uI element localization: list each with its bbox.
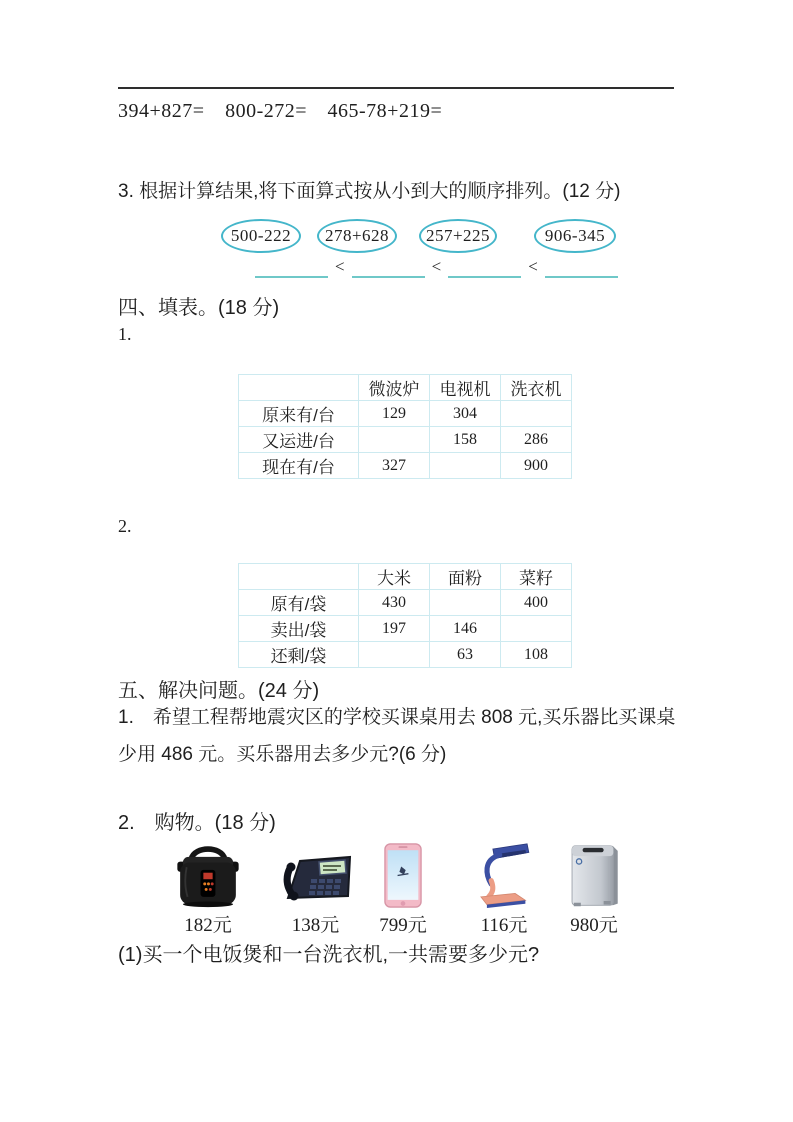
column-header: 微波炉 [359, 375, 430, 401]
calc-expressions-row [118, 100, 457, 123]
table-row [239, 401, 572, 427]
word-problem-2-part-1: (1)买一个电饭煲和一台洗衣机,一共需要多少元? [118, 944, 540, 966]
expression-oval: 906-345 [534, 219, 616, 253]
answer-blank [448, 260, 521, 278]
table-row [239, 453, 572, 479]
cell-value [430, 453, 501, 479]
cell-value: 400 [501, 590, 572, 616]
cell-value: 327 [359, 453, 430, 479]
product-pressure-cooker [158, 843, 258, 937]
cell-value: 158 [430, 427, 501, 453]
expression: 800-272= [225, 100, 308, 122]
expression-oval: 257+225 [419, 219, 497, 253]
cell-value: 430 [359, 590, 430, 616]
cell-value [430, 590, 501, 616]
row-label: 还剩/袋 [239, 642, 359, 668]
item-2-marker: 2. [118, 516, 132, 536]
table-row [239, 616, 572, 642]
top-rule-divider [118, 87, 674, 89]
expression: 394+827= [118, 100, 205, 122]
price-label: 138元 [291, 915, 340, 936]
row-label: 卖出/袋 [239, 616, 359, 642]
column-header: 洗衣机 [501, 375, 572, 401]
answer-blank [255, 260, 328, 278]
cell-value: 129 [359, 401, 430, 427]
price-label: 182元 [184, 915, 232, 936]
cell-value: 63 [430, 642, 501, 668]
electric-pressure-cooker-icon [173, 843, 243, 908]
less-than-sign: < [431, 257, 442, 276]
word-problem-1: 1. 希望工程帮地震灾区的学校买课桌用去 808 元,买乐器比买课桌少用 486 元。买乐器用去多少元?(6 分) [118, 707, 676, 765]
cell-value: 900 [501, 453, 572, 479]
table-row [239, 427, 572, 453]
item-1-marker: 1. [118, 324, 132, 344]
cell-value: 197 [359, 616, 430, 642]
cell-value [501, 401, 572, 427]
question-3-title: 3. 根据计算结果,将下面算式按从小到大的顺序排列。(12 分) [118, 181, 621, 202]
product-telephone [268, 843, 363, 937]
washing-machine-icon [565, 843, 623, 908]
section-5-title: 五、解决问题。(24 分) [118, 680, 320, 702]
row-label: 现在有/台 [239, 453, 359, 479]
cell-value [501, 616, 572, 642]
ordering-answer-row [255, 256, 618, 278]
cell-value [359, 642, 430, 668]
corner-cell [239, 564, 359, 590]
word-problem-2-title: 2. 购物。(18 分) [118, 812, 276, 834]
fill-table-grain [238, 563, 572, 668]
table-row [239, 642, 572, 668]
column-header: 面粉 [430, 564, 501, 590]
less-than-sign: < [335, 257, 345, 276]
corner-cell [239, 375, 359, 401]
section-4-title: 四、填表。(18 分) [118, 297, 280, 319]
price-label: 799元 [379, 915, 427, 936]
cell-value: 108 [501, 642, 572, 668]
expression: 465-78+219= [327, 100, 443, 122]
desk-telephone-icon [278, 844, 354, 908]
row-label: 原来有/台 [239, 401, 359, 427]
cell-value: 146 [430, 616, 501, 642]
product-washing-machine [552, 843, 636, 937]
column-header: 电视机 [430, 375, 501, 401]
cell-value: 286 [501, 427, 572, 453]
cell-value [359, 427, 430, 453]
table-header-row [239, 564, 572, 590]
expression-oval: 278+628 [317, 219, 397, 253]
column-header: 菜籽 [501, 564, 572, 590]
price-label: 980元 [570, 915, 618, 936]
answer-blank [545, 260, 618, 278]
expression-oval: 500-222 [221, 219, 301, 253]
product-smartphone [368, 843, 438, 937]
less-than-sign: < [528, 257, 538, 276]
smartphone-icon [382, 843, 424, 908]
row-label: 原有/袋 [239, 590, 359, 616]
table-row [239, 590, 572, 616]
fill-table-appliances [238, 374, 572, 479]
price-label: 116元 [480, 915, 528, 936]
row-label: 又运进/台 [239, 427, 359, 453]
product-desk-lamp [458, 843, 550, 937]
desk-lamp-icon [471, 843, 537, 908]
table-header-row [239, 375, 572, 401]
cell-value: 304 [430, 401, 501, 427]
answer-blank [352, 260, 425, 278]
column-header: 大米 [359, 564, 430, 590]
